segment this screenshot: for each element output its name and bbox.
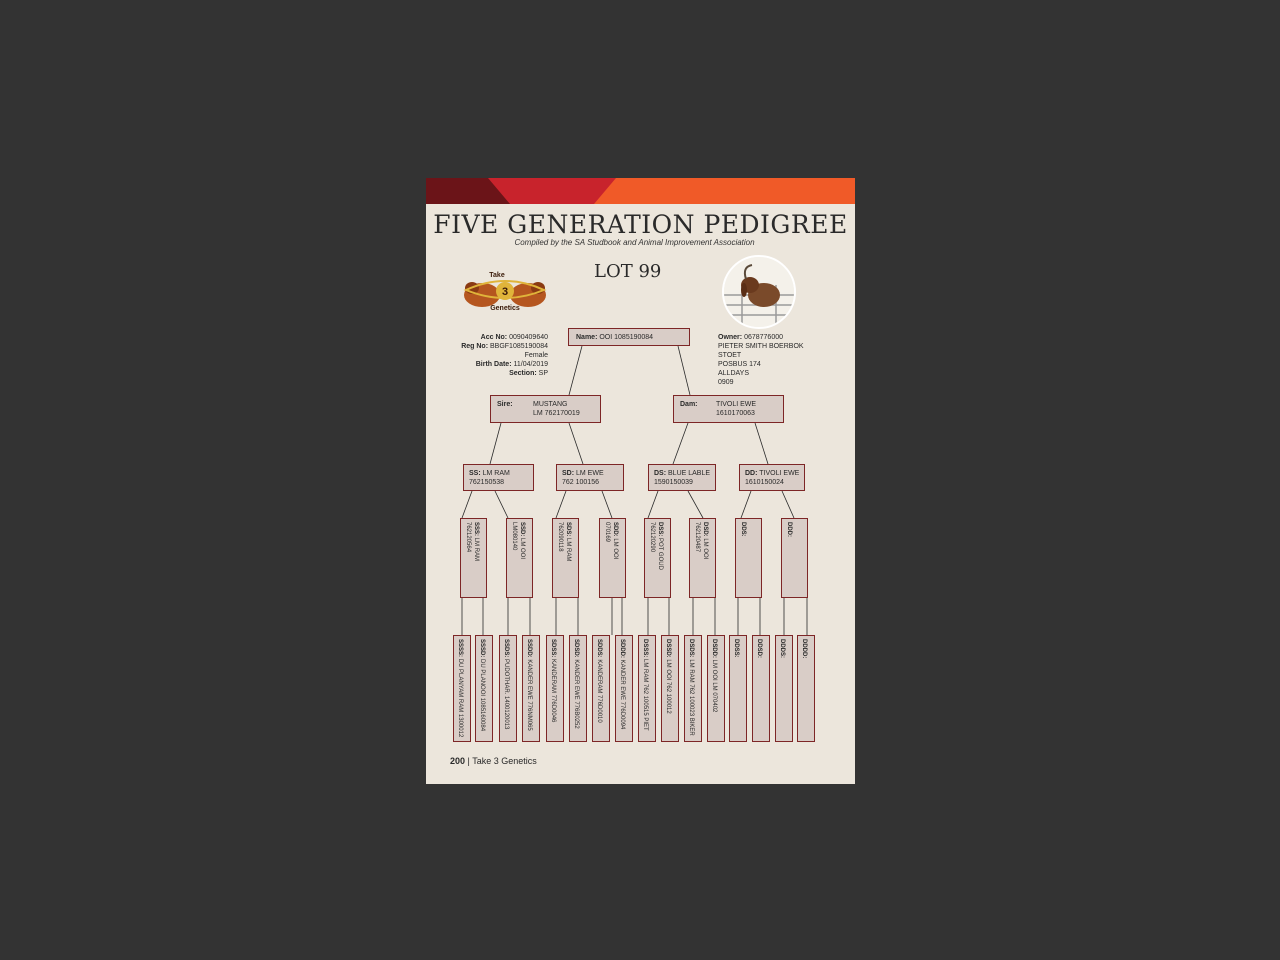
gen5-sdsd-text <box>572 639 580 729</box>
owner-line: 0909 <box>718 379 734 386</box>
page-title: FIVE GENERATION PEDIGREE <box>433 210 848 239</box>
gen3-sd-box <box>556 464 624 491</box>
footer-text: | Take 3 Genetics <box>467 756 537 766</box>
gen3-dd-box <box>739 464 805 491</box>
gen5-dsdd-text <box>710 639 718 712</box>
gen4-ssd-label: SSD: <box>519 522 525 537</box>
gen5-dsss-value: LM RAM 762 100515 PIET <box>642 659 648 731</box>
gen5-sdds-label: SDDS: <box>596 639 602 658</box>
gen5-sdss-text <box>549 639 557 722</box>
gen5-sdsd-value: KANDER EWE 776B0252 <box>573 659 579 729</box>
dam-label: Dam: <box>680 401 698 408</box>
dam-number: 1610170063 <box>716 410 755 417</box>
gen5-ssss-value: DU PLANYAM RAM 1300012 <box>457 658 463 738</box>
gen5-sdds-box <box>592 635 610 742</box>
gen5-ddsd-label: DDSD: <box>756 639 762 658</box>
birth-label: Birth Date: <box>475 361 512 368</box>
gen5-dsss-text <box>641 639 649 731</box>
gen5-ssdd-box <box>522 635 540 742</box>
gen5-sddd-value: KANDER EWE 776D0094 <box>619 659 625 730</box>
gen5-dsss-label: DSSS: <box>642 639 648 658</box>
gen4-sdd-box <box>599 518 626 598</box>
gen4-sdd-label: SDD: <box>612 522 618 537</box>
page-number: 200 <box>450 756 466 766</box>
gen4-sdd-number: 070169 <box>604 522 610 543</box>
gen3-ds-name: BLUE LABLE <box>668 470 711 477</box>
gen5-dsds-value: LM RAM 762 100023 BIKER <box>688 659 694 736</box>
gen5-ddss-box <box>729 635 747 742</box>
dam-box <box>673 395 784 423</box>
gen5-ssds-value: PUDOTHAR. 1400120013 <box>503 659 509 730</box>
dam-name: TIVOLI EWE <box>716 401 757 408</box>
gen3-ss-number: 762150538 <box>469 479 505 486</box>
gen3-dd-line1 <box>745 469 804 478</box>
gen3-ss-name: LM RAM <box>482 470 510 477</box>
gen5-dsdd-label: DSDD: <box>711 639 717 658</box>
gen4-sss-box <box>460 518 487 598</box>
gen5-dssd-label: DSSD: <box>665 639 671 658</box>
owner-line: PIETER SMITH BOERBOK <box>718 343 804 350</box>
gen5-ddsd-box <box>752 635 770 742</box>
gen5-sddd-label: SDDD: <box>619 639 625 658</box>
gen5-sdds-value: KANDERAM 776D0010 <box>596 659 602 723</box>
gen1-label: Name: <box>576 334 598 341</box>
dam-info <box>716 400 756 418</box>
gen5-dsds-label: DSDS: <box>688 639 694 658</box>
gen5-sdss-value: KANDERAM 776D0046 <box>550 659 556 723</box>
section-label: Section: <box>509 370 537 377</box>
gen5-dddd-label: DDDD: <box>801 639 807 659</box>
gen3-ds-box <box>648 464 716 491</box>
gen4-ssd-box <box>506 518 533 598</box>
owner-line: ALLDAYS <box>718 370 749 377</box>
gen4-dss-number: 762120290 <box>649 522 655 553</box>
gen5-dddd-box <box>797 635 815 742</box>
gen3-dd-label: DD: <box>745 470 758 477</box>
gen1-name-box <box>568 328 690 346</box>
sire-name: MUSTANG <box>533 401 568 408</box>
sire-box <box>490 395 601 423</box>
gen4-dsd-name: LM OOI <box>702 538 708 560</box>
gen5-dddd-text <box>800 639 808 658</box>
gen5-sddd-box <box>615 635 633 742</box>
gen5-sdds-text <box>595 639 603 723</box>
owner-value: 0678776000 <box>744 334 784 341</box>
gen4-sss-number: 762120564 <box>465 522 471 553</box>
gen4-dds-label: DDS: <box>740 522 746 537</box>
gen5-ssds-box <box>499 635 517 742</box>
logo-number: 3 <box>501 286 509 298</box>
gen4-sdd-name: LM OOI <box>612 538 618 560</box>
owner-label: Owner: <box>718 334 743 341</box>
gen5-sdsd-label: SDSD: <box>573 639 579 658</box>
birth-value: 11/04/2019 <box>513 361 548 368</box>
gen5-dsds-box <box>684 635 702 742</box>
gen4-ssd-number: LM080140 <box>511 522 517 551</box>
gen5-sssd-label: SSSD: <box>479 639 485 658</box>
gen5-ssss-label: SSSS: <box>457 639 463 658</box>
gen5-dssd-value: LM OOI 762 100012 <box>665 659 671 714</box>
gen4-sdd-text <box>603 522 619 559</box>
logo-top-text: Take <box>489 272 505 279</box>
gen4-sds-name: LM RAM <box>565 538 571 562</box>
gen5-dssd-text <box>664 639 672 714</box>
gen5-ddds-text <box>778 639 786 658</box>
lot-number: LOT 99 <box>594 261 662 282</box>
gen4-sds-text <box>556 522 572 561</box>
gen4-sss-name: LM RAM <box>473 537 479 562</box>
gen5-ssdd-value: KANDER EWE 776NM065 <box>526 659 532 731</box>
gen4-dds-box <box>735 518 762 598</box>
acc-value: 0090409640 <box>509 334 548 341</box>
acc-label: Acc No: <box>480 334 508 341</box>
gen4-sds-number: 762090118 <box>557 522 563 552</box>
gen4-dsd-label: DSD: <box>702 522 708 537</box>
logo-bottom-text: Genetics <box>490 305 520 312</box>
gen5-ssss-box <box>453 635 471 742</box>
gen3-sd-line1 <box>562 469 623 478</box>
sire-info <box>533 400 580 418</box>
sire-label: Sire: <box>497 401 513 408</box>
gen3-ss-line1 <box>469 469 533 478</box>
gen5-ddsd-text <box>755 639 763 658</box>
gen4-dsd-box <box>689 518 716 598</box>
gen3-ds-label: DS: <box>654 470 667 477</box>
gen4-ddd-text <box>785 522 793 537</box>
page-footer <box>450 756 537 766</box>
gen5-dsss-box <box>638 635 656 742</box>
gen4-dss-box <box>644 518 671 598</box>
reg-value: BBGF1085190084 <box>490 343 548 350</box>
gen1-value: OOI 1085190084 <box>599 334 654 341</box>
gen3-ds-number: 1590150039 <box>654 479 693 486</box>
sex-value: Female <box>524 352 548 359</box>
gen5-sddd-text <box>618 639 626 729</box>
gen5-sdss-box <box>546 635 564 742</box>
gen3-sd-name: LM EWE <box>576 470 604 477</box>
gen4-sds-label: SDS: <box>565 522 571 537</box>
reg-label: Reg No: <box>461 343 489 350</box>
gen5-dssd-box <box>661 635 679 742</box>
gen4-ssd-name: LM OOI <box>519 538 525 560</box>
gen4-dss-label: DSS: <box>657 522 663 537</box>
page-subtitle: Compiled by the SA Studbook and Animal Improvement Association <box>514 238 755 247</box>
gen4-sds-box <box>552 518 579 598</box>
gen5-ssds-label: SSDS: <box>503 639 509 658</box>
gen4-dss-name: POT GOUD <box>657 538 663 570</box>
owner-line: POSBUS 174 <box>718 361 761 368</box>
sire-number: LM 762170019 <box>533 410 580 417</box>
gen4-ddd-label: DDD: <box>786 522 792 537</box>
gen4-dsd-number: 762120487 <box>694 522 700 553</box>
gen5-dsdd-box <box>707 635 725 742</box>
gen5-dsdd-value: LM OOI LM 070402 <box>711 659 717 713</box>
pedigree-page <box>426 178 855 784</box>
gen3-ss-label: SS: <box>469 470 481 477</box>
section-value: SP <box>538 370 548 377</box>
gen5-dsds-text <box>687 639 695 736</box>
gen3-sd-number: 762 100156 <box>562 479 599 486</box>
gen5-sssd-value: DU PLANOOI 1085160084 <box>479 659 485 732</box>
gen4-dss-text <box>648 522 664 570</box>
gen5-sssd-text <box>478 639 486 731</box>
gen5-ssss-text <box>456 639 464 737</box>
gen5-ssdd-label: SSDD: <box>526 639 532 658</box>
gen5-ddds-label: DDDS: <box>779 639 785 658</box>
gen4-dds-text <box>739 522 747 537</box>
gen4-ssd-text <box>510 522 526 559</box>
gen5-ssds-text <box>502 639 510 729</box>
owner-line: STOET <box>718 352 742 359</box>
gen5-ddss-label: DDSS: <box>733 639 739 658</box>
gen3-ss-box <box>463 464 534 491</box>
gen3-dd-number: 1610150024 <box>745 479 784 486</box>
gen5-ssdd-text <box>525 639 533 731</box>
gen5-sdss-label: SDSS: <box>550 639 556 658</box>
gen5-ddss-text <box>732 639 740 658</box>
gen5-sssd-box <box>475 635 493 742</box>
gen3-sd-label: SD: <box>562 470 575 477</box>
gen3-ds-line1 <box>654 469 715 478</box>
gen4-sss-label: SSS: <box>473 522 479 537</box>
gen4-ddd-box <box>781 518 808 598</box>
gen5-ddds-box <box>775 635 793 742</box>
gen3-dd-name: TIVOLI EWE <box>759 470 800 477</box>
gen4-sss-text <box>464 522 480 561</box>
gen4-dsd-text <box>693 522 709 559</box>
gen5-sdsd-box <box>569 635 587 742</box>
